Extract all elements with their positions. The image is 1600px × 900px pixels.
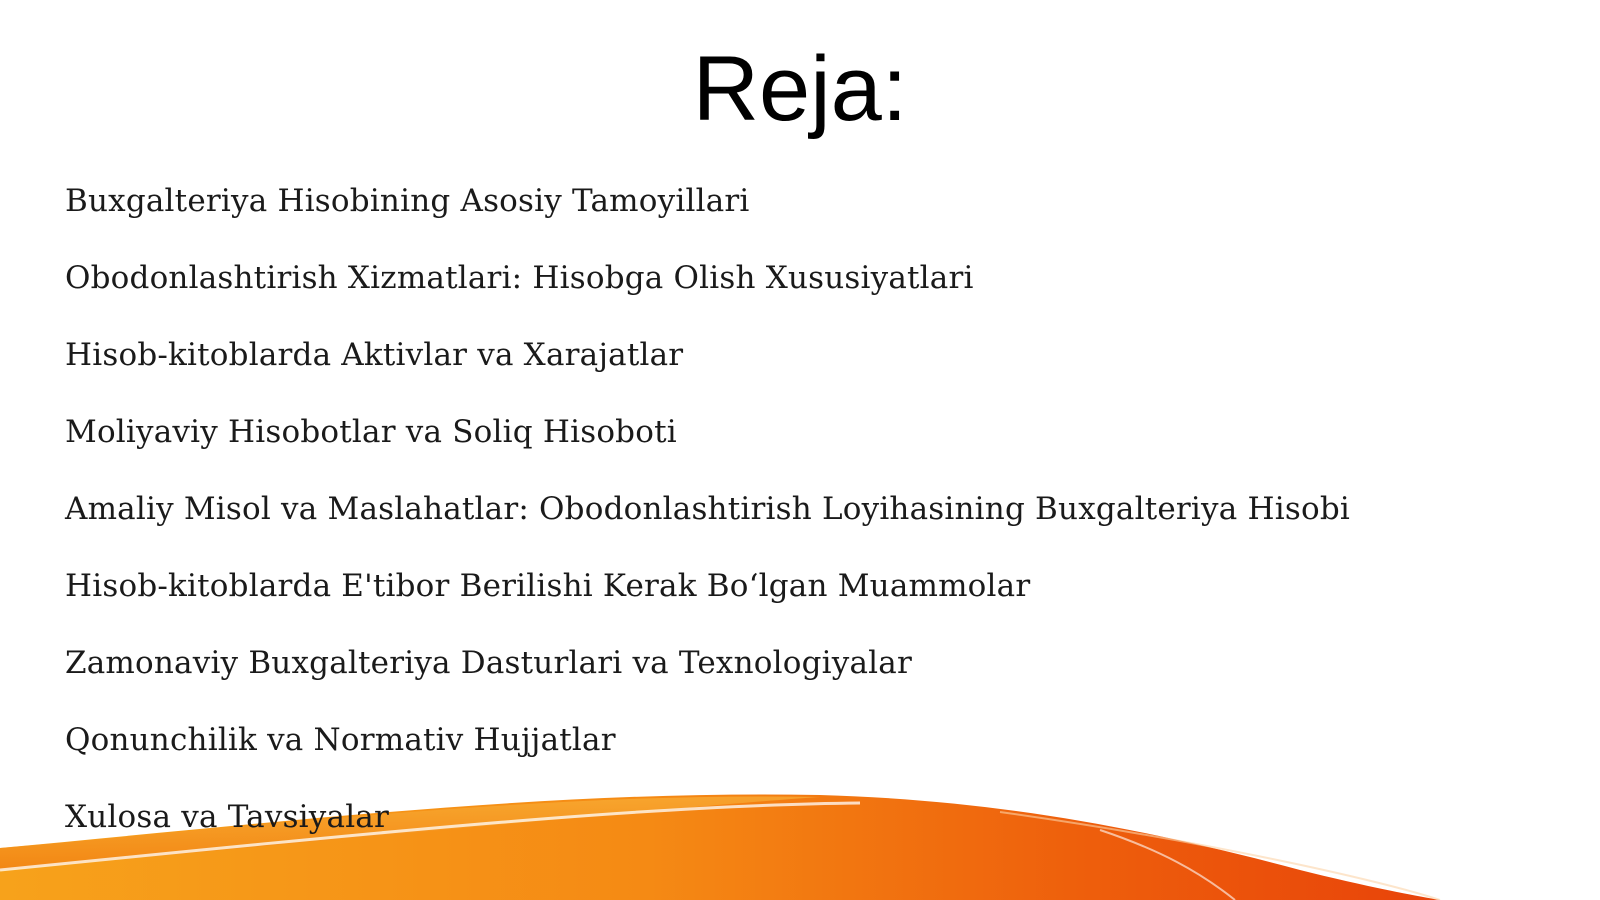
agenda-list [65, 163, 1350, 856]
agenda-item: Hisob-kitoblarda E'tibor Berilishi Kerak Bo‘lgan Muammolar [65, 568, 1031, 604]
agenda-item: Hisob-kitoblarda Aktivlar va Xarajatlar [65, 337, 684, 373]
agenda-item: Obodonlashtirish Xizmatlari: Hisobga Olish Xususiyatlari [65, 260, 974, 296]
agenda-item: Qonunchilik va Normativ Hujjatlar [65, 722, 616, 758]
agenda-item: Moliyaviy Hisobotlar va Soliq Hisoboti [65, 414, 677, 450]
agenda-item: Xulosa va Tavsiyalar [65, 799, 390, 835]
agenda-item: Zamonaviy Buxgalteriya Dasturlari va Texnologiyalar [65, 645, 912, 681]
slide-title: Reja: [692, 38, 908, 140]
agenda-item: Buxgalteriya Hisobining Asosiy Tamoyillari [65, 183, 750, 219]
agenda-item: Amaliy Misol va Maslahatlar: Obodonlashtirish Loyihasining Buxgalteriya Hisobi [65, 491, 1350, 527]
